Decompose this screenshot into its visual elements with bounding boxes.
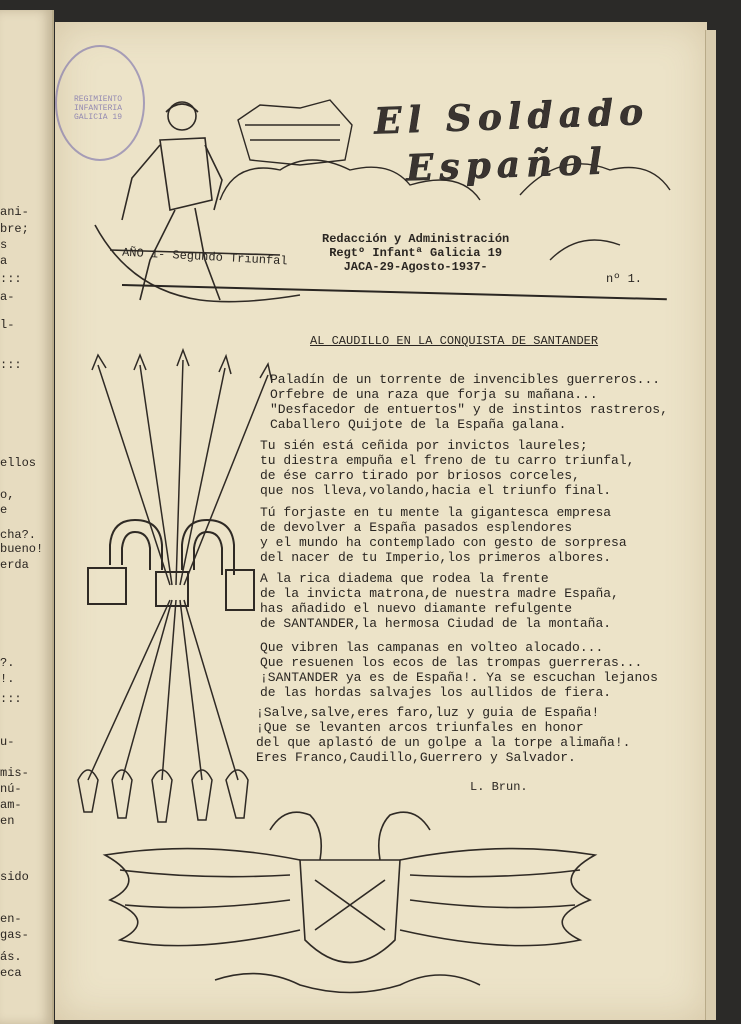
poem-signature: L. Brun. xyxy=(470,780,528,794)
poem-line: que nos lleva,volando,hacia el triunfo final. xyxy=(260,483,612,498)
title-line-1: El Soldado xyxy=(373,91,650,143)
facing-page-line: ani- xyxy=(0,205,29,219)
facing-page-line: am- xyxy=(0,798,22,812)
facing-page-line: ás. xyxy=(0,950,22,964)
poem-stanza xyxy=(260,640,658,700)
facing-page-line: u- xyxy=(0,735,15,749)
poem-line: Tú forjaste en tu mente la gigantesca empresa xyxy=(260,505,612,520)
poem-line: de las hordas salvajes los aullidos de fiera. xyxy=(260,685,612,700)
poem-line: ¡Salve,salve,eres faro,luz y guia de España! xyxy=(256,705,600,720)
poem-line: Paladín de un torrente de invencibles guerreros... xyxy=(270,372,661,387)
facing-page-line: cha?. xyxy=(0,528,37,542)
poem-line: ¡Que se levanten arcos triunfales en honor xyxy=(256,720,584,735)
facing-page-line: a- xyxy=(0,290,15,304)
poem-stanza xyxy=(260,505,627,565)
poem-line: Que vibren las campanas en volteo alocado... xyxy=(260,640,604,655)
facing-page-line: erda xyxy=(0,558,29,572)
facing-page-line: a xyxy=(0,254,8,268)
facing-page-line: !. xyxy=(0,672,15,686)
poem-line: tu diestra empuña el freno de tu carro triunfal, xyxy=(260,453,635,468)
facing-page-line: ?. xyxy=(0,656,15,670)
newspaper-title xyxy=(373,86,696,193)
editorial-info xyxy=(322,232,509,274)
poem-line: A la rica diadema que rodea la frente xyxy=(260,571,549,586)
poem-line: Que resuenen los ecos de las trompas guerreras... xyxy=(260,655,643,670)
facing-page-line: ellos xyxy=(0,456,37,470)
eagle-crest-illustration xyxy=(105,812,595,992)
facing-page-line: eca xyxy=(0,966,22,980)
editorial-line-2: Regtº Infantª Galicia 19 xyxy=(329,246,503,260)
poem-line: de devolver a España pasados esplendores xyxy=(260,520,573,535)
facing-page-line: e xyxy=(0,503,8,517)
facing-page-line: en xyxy=(0,814,15,828)
poem-stanza xyxy=(260,571,619,631)
poem-line: del nacer de tu Imperio,los primeros albores. xyxy=(260,550,612,565)
poem-line: y el mundo ha contemplado con gesto de sorpresa xyxy=(260,535,627,550)
facing-page-line: s xyxy=(0,238,8,252)
issue-year: AÑO 1- Segundo Triunfal xyxy=(121,245,288,269)
facing-page-line: gas- xyxy=(0,928,29,942)
poem-stanza xyxy=(270,372,668,432)
poem-stanza xyxy=(260,438,634,498)
yoke-emblem xyxy=(88,520,254,610)
poem-line: del que aplastó de un golpe a la torpe alimaña!. xyxy=(256,735,631,750)
poem-line: de ése carro tirado por briosos corceles, xyxy=(260,468,580,483)
poem-line: Caballero Quijote de la España galana. xyxy=(270,417,567,432)
facing-page-line: ::: xyxy=(0,358,22,372)
poem-line: Tu sién está ceñida por invictos laureles; xyxy=(260,438,588,453)
facing-page-line: en- xyxy=(0,912,22,926)
arrows-emblem xyxy=(78,350,272,822)
poem-line: Eres Franco,Caudillo,Guerrero y Salvador. xyxy=(256,750,576,765)
poem-line: Orfebre de una raza que forja su mañana... xyxy=(270,387,598,402)
poem-line: "Desfacedor de entuertos" y de instintos rastreros, xyxy=(270,402,668,417)
facing-page-line: ::: xyxy=(0,272,22,286)
facing-page-line: l- xyxy=(0,318,15,332)
library-stamp-text: REGIMIENTO INFANTERIA GALICIA 19 xyxy=(73,95,122,122)
poem-line: de SANTANDER,la hermosa Ciudad de la montaña. xyxy=(260,616,612,631)
poem-line: has añadido el nuevo diamante refulgente xyxy=(260,601,573,616)
facing-page-line: bre; xyxy=(0,222,29,236)
editorial-line-1: Redacción y Administración xyxy=(322,232,510,246)
facing-page-line: bueno! xyxy=(0,542,44,556)
poem-line: de la invicta matrona,de nuestra madre España, xyxy=(260,586,619,601)
facing-page-line: o, xyxy=(0,488,15,502)
issue-number: nº 1. xyxy=(606,272,643,286)
poem-title: AL CAUDILLO EN LA CONQUISTA DE SANTANDER xyxy=(310,334,599,348)
title-line-2: Español xyxy=(405,140,609,190)
soldier-illustration xyxy=(95,102,300,302)
facing-page-line: nú- xyxy=(0,782,22,796)
facing-page-line: mis- xyxy=(0,766,29,780)
editorial-line-3: JACA-29-Agosto-1937- xyxy=(343,260,488,274)
facing-page-line: ::: xyxy=(0,692,22,706)
poem-stanza xyxy=(256,705,630,765)
poem-line: ¡SANTANDER ya es de España!. Ya se escuchan lejanos xyxy=(260,670,658,685)
facing-page-line: sido xyxy=(0,870,29,884)
